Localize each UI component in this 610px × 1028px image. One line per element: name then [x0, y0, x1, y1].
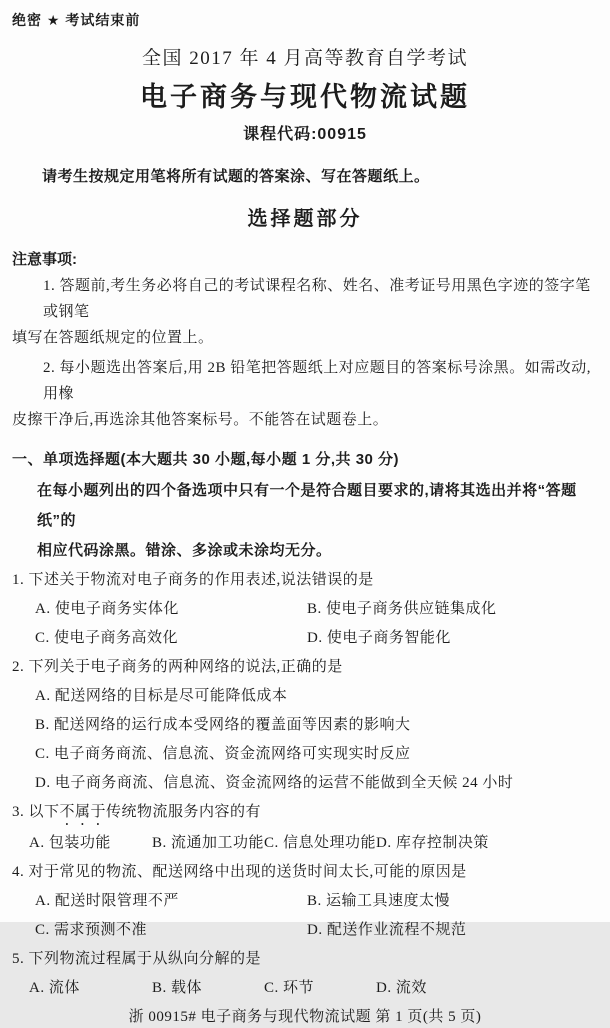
note-1-line-2: 填写在答题纸规定的位置上。 — [12, 330, 214, 346]
option-row — [12, 887, 598, 916]
option-c: C. 需求预测不准 — [35, 922, 148, 938]
option-row — [12, 974, 598, 1003]
note-1-line-1: 1. 答题前,考生务必将自己的考试课程名称、姓名、准考证号用黑色字迹的签字笔或钢笔 — [43, 278, 591, 320]
option-c: C. 环节 — [264, 980, 315, 996]
option-a: A. 流体 — [29, 980, 80, 996]
part-one-heading: 一、单项选择题(本大题共 30 小题,每小题 1 分,共 30 分) — [12, 451, 400, 468]
option-c: C. 使电子商务高效化 — [35, 630, 179, 646]
question-stem-emphasis: 不属于 — [59, 804, 107, 820]
question-4 — [12, 858, 598, 945]
question-stem-prefix: 3. 以下 — [12, 804, 60, 820]
option-c: C. 电子商务商流、信息流、资金流网络可实现实时反应 — [35, 746, 411, 762]
question-2 — [12, 653, 598, 798]
option-b: B. 流通加工功能 — [152, 835, 265, 851]
exam-session-title: 全国 2017 年 4 月高等教育自学考试 — [141, 48, 468, 69]
question-1 — [12, 566, 598, 653]
option-d: D. 配送作业流程不规范 — [307, 922, 467, 938]
option-a: A. 配送时限管理不严 — [35, 893, 179, 909]
note-2-line-2: 皮擦干净后,再选涂其他答案标号。不能答在试题卷上。 — [12, 412, 389, 428]
option-row — [12, 916, 598, 945]
question-3 — [12, 798, 598, 858]
notes-block — [12, 248, 598, 433]
question-stem-suffix: 传统物流服务内容的有 — [106, 804, 262, 820]
option-d: D. 电子商务商流、信息流、资金流网络的运营不能做到全天候 24 小时 — [35, 775, 514, 791]
note-2-line-1: 2. 每小题选出答案后,用 2B 铅笔把答题纸上对应题目的答案标号涂黑。如需改动,用橡 — [43, 360, 592, 402]
option-b: B. 载体 — [152, 980, 203, 996]
option-row — [12, 624, 598, 653]
course-code: 课程代码:00915 — [243, 126, 367, 143]
answer-sheet-notice: 请考生按规定用笔将所有试题的答案涂、写在答题纸上。 — [42, 168, 430, 185]
part-one-instruction-line: 在每小题列出的四个备选项中只有一个是符合题目要求的,请将其选出并将“答题纸”的 — [37, 482, 577, 529]
question-stem: 4. 对于常见的物流、配送网络中出现的送货时间太长,可能的原因是 — [12, 864, 467, 880]
option-b: B. 配送网络的运行成本受网络的覆盖面等因素的影响大 — [35, 717, 411, 733]
option-a: A. 使电子商务实体化 — [35, 601, 179, 617]
option-d: D. 流效 — [376, 980, 427, 996]
option-d: D. 使电子商务智能化 — [307, 630, 451, 646]
option-c: C. 信息处理功能 — [264, 835, 377, 851]
page-footer: 浙 00915# 电子商务与现代物流试题 第 1 页(共 5 页) — [128, 1009, 482, 1025]
part-one-instruction — [12, 476, 598, 566]
classification-banner: 绝密 ★ 考试结束前 — [12, 12, 141, 28]
question-stem: 5. 下列物流过程属于从纵向分解的是 — [12, 951, 262, 967]
notes-heading: 注意事项: — [12, 251, 77, 268]
question-stem: 2. 下列关于电子商务的两种网络的说法,正确的是 — [12, 659, 343, 675]
section-title: 选择题部分 — [247, 208, 363, 230]
option-row — [12, 595, 598, 624]
part-one-instruction-line: 相应代码涂黑。错涂、多涂或未涂均无分。 — [37, 542, 332, 559]
option-a: A. 配送网络的目标是尽可能降低成本 — [35, 688, 288, 704]
question-list — [12, 566, 598, 1003]
question-5 — [12, 945, 598, 1003]
option-d: D. 库存控制决策 — [376, 835, 489, 851]
option-b: B. 使电子商务供应链集成化 — [307, 601, 497, 617]
option-b: B. 运输工具速度太慢 — [307, 893, 451, 909]
paper-title: 电子商务与现代物流试题 — [140, 82, 470, 112]
question-stem — [12, 798, 598, 829]
option-row — [12, 829, 598, 858]
question-stem: 1. 下述关于物流对电子商务的作用表述,说法错误的是 — [12, 572, 374, 588]
option-a: A. 包装功能 — [29, 835, 111, 851]
